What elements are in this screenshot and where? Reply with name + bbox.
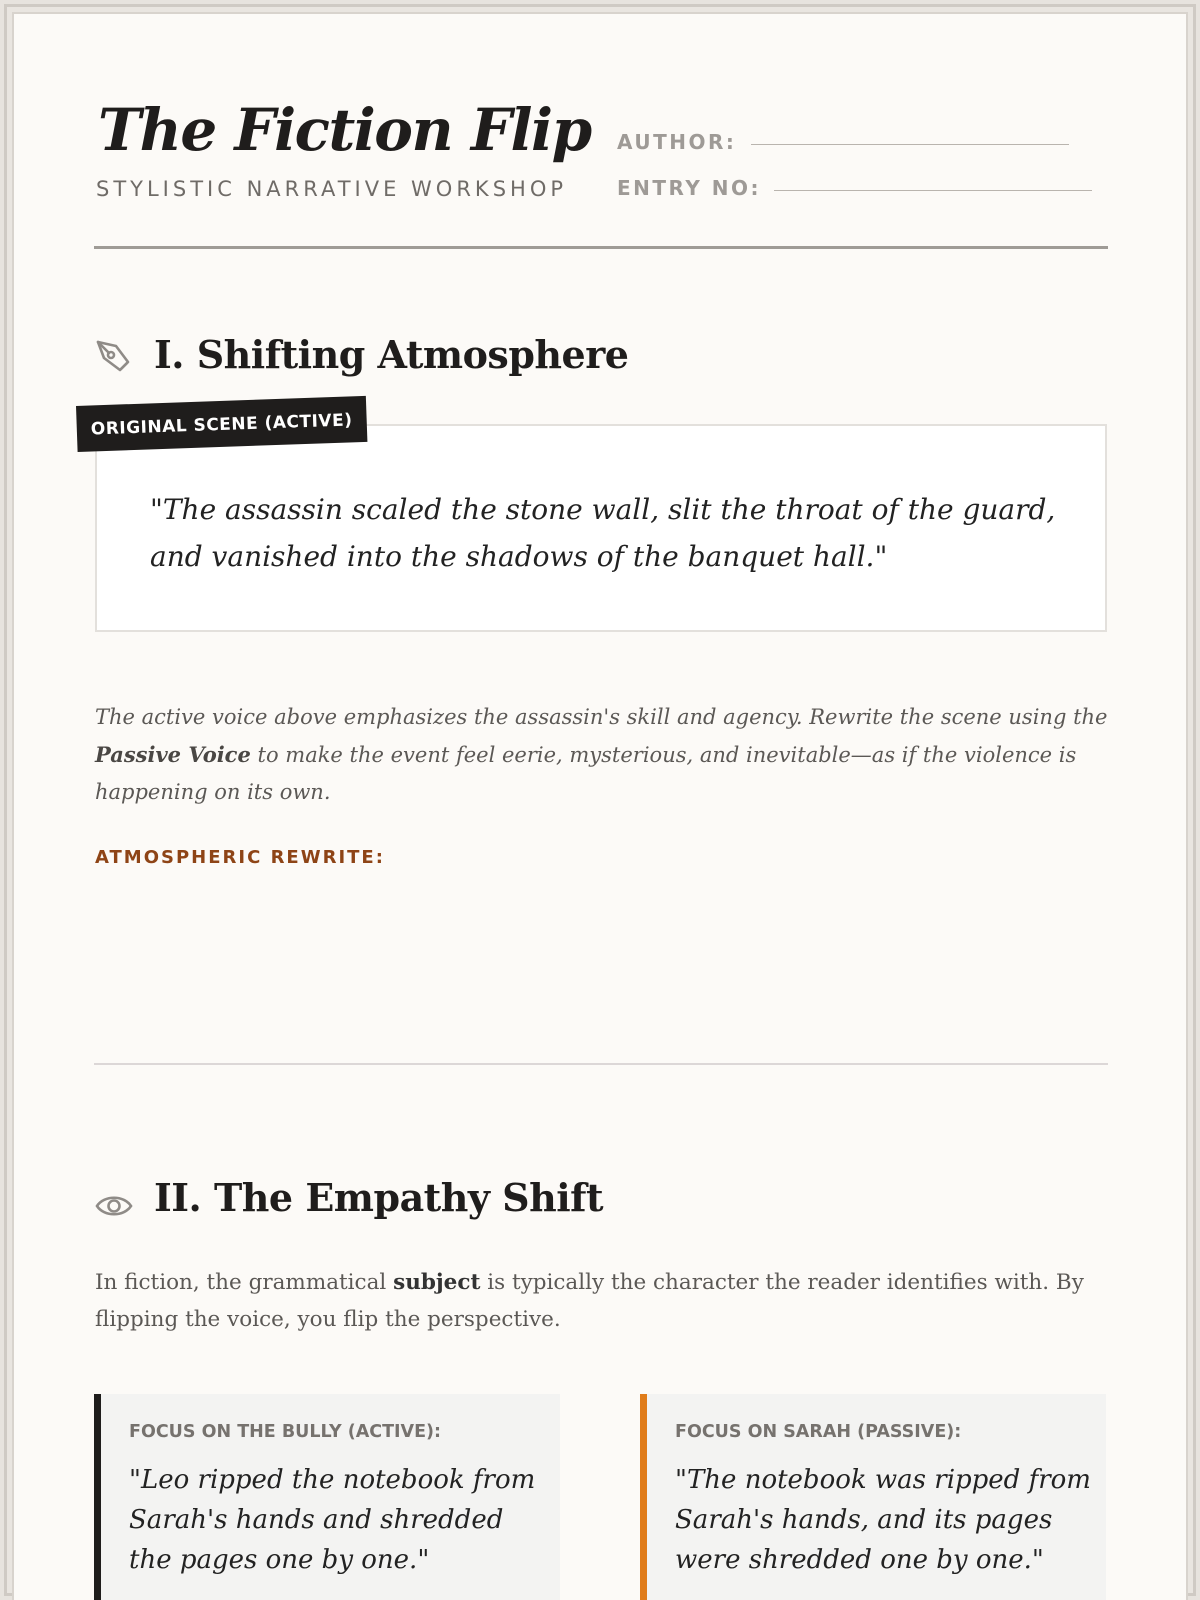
author-label: AUTHOR:: [617, 130, 737, 154]
sarah-focus-card: [640, 1394, 1106, 1600]
worksheet-page: [12, 12, 1188, 1600]
entry-number-field[interactable]: [774, 190, 1092, 191]
card-label: FOCUS ON THE BULLY (ACTIVE):: [129, 1422, 442, 1442]
section-divider: [94, 1063, 1108, 1065]
rewrite-writing-area[interactable]: [94, 884, 1108, 1054]
subject-emphasis: subject: [393, 1270, 481, 1295]
scene-tag-badge: ORIGINAL SCENE (ACTIVE): [76, 396, 367, 452]
card-label: FOCUS ON SARAH (PASSIVE):: [675, 1422, 962, 1442]
worksheet-subtitle: STYLISTIC NARRATIVE WORKSHOP: [96, 177, 568, 201]
header-divider: [94, 246, 1108, 249]
empathy-intro: In fiction, the grammatical subject is typically the character the reader identifies with. By flipping the voice, you flip the perspective.: [95, 1270, 1084, 1332]
section-1-title: I. Shifting Atmosphere: [154, 332, 629, 377]
worksheet-title: The Fiction Flip: [98, 96, 591, 164]
entry-number-label: ENTRY NO:: [617, 176, 762, 200]
card-quote: "Leo ripped the notebook from Sarah's hands and shredded the pages one by one.": [129, 1465, 536, 1575]
rewrite-instruction: The active voice above emphasizes the assassin's skill and agency. Rewrite the scene using the Passive Voice to make the event feel eerie, mysterious, and inevitable—as if the violence is happening on its own.: [95, 705, 1108, 804]
passive-voice-emphasis: Passive Voice: [95, 742, 251, 767]
bully-focus-card: [94, 1394, 560, 1600]
section-2-title: II. The Empathy Shift: [154, 1175, 604, 1220]
scene-quote: "The assassin scaled the stone wall, slit the throat of the guard, and vanished into the shadows of the banquet hall.": [150, 493, 1056, 573]
rewrite-label: ATMOSPHERIC REWRITE:: [95, 847, 385, 868]
pen-nib-icon: [94, 336, 134, 376]
eye-icon: [94, 1186, 134, 1226]
author-field[interactable]: [751, 144, 1069, 145]
card-quote: "The notebook was ripped from Sarah's hands, and its pages were shredded one by one.": [675, 1465, 1091, 1575]
